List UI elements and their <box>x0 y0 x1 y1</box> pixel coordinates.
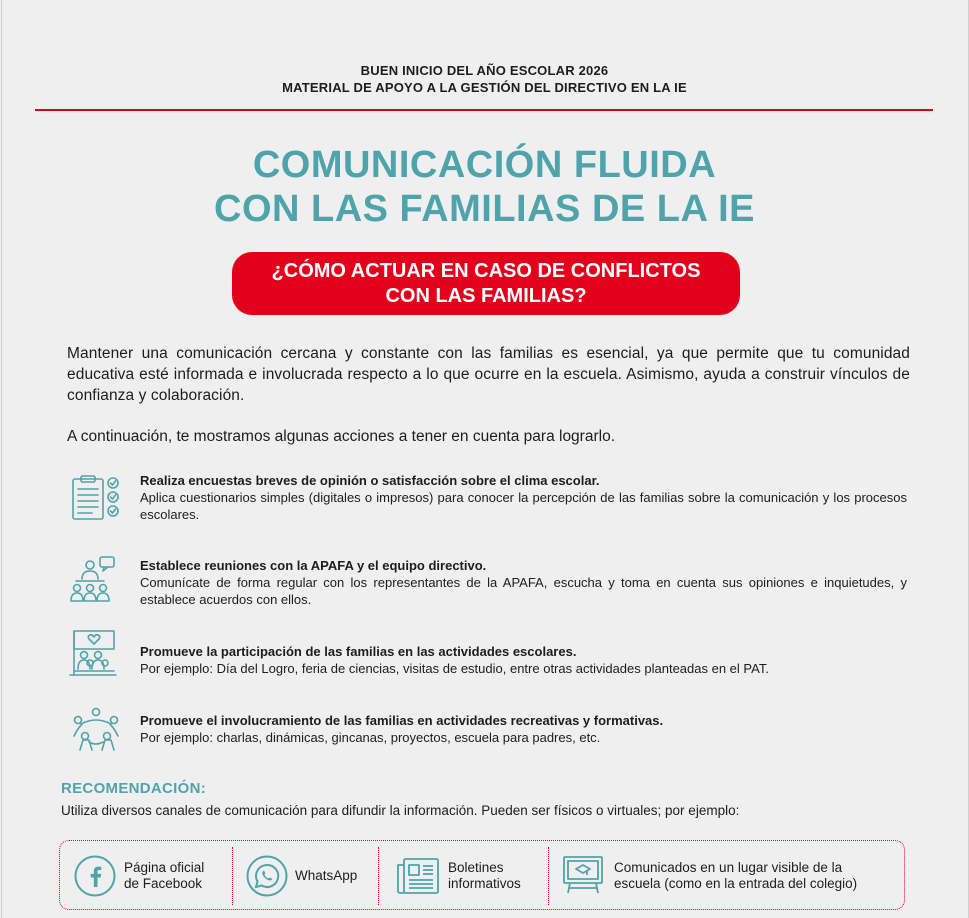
action-description: Aplica cuestionarios simples (digitales o impresos) para conocer la percepción de las familias sobre la comunicación y los procesos escolares. <box>140 490 907 522</box>
channel-label: Comunicados en un lugar visible de la escuela (como en la entrada del colegio) <box>614 860 858 891</box>
facebook-icon <box>74 855 116 897</box>
action-title: Establece reuniones con la APAFA y el equipo directivo. <box>140 558 487 573</box>
title-line-1: COMUNICACIÓN FLUIDA <box>252 144 717 186</box>
header-line-1: BUEN INICIO DEL AÑO ESCOLAR 2026 <box>360 63 609 78</box>
meeting-group-icon <box>68 555 124 605</box>
recommendation-text: Utiliza diversos canales de comunicación para difundir la información. Pueden ser físicos o virtuales; por ejemplo: <box>61 803 740 818</box>
action-title: Promueve el involucramiento de las familias en actividades recreativas y formativas. <box>140 713 664 728</box>
newsletter-icon <box>396 857 440 895</box>
action-item <box>140 557 907 608</box>
school-families-icon <box>68 629 124 679</box>
subtitle-banner <box>232 252 740 315</box>
channel-notice-board <box>548 841 904 911</box>
action-item <box>140 643 907 677</box>
document-header <box>0 62 969 96</box>
action-title: Realiza encuestas breves de opinión o satisfacción sobre el clima escolar. <box>140 473 600 488</box>
action-title: Promueve la participación de las familias en las actividades escolares. <box>140 644 577 659</box>
channel-whatsapp <box>232 841 378 911</box>
whatsapp-icon <box>246 855 288 897</box>
intro-paragraph: Mantener una comunicación cercana y constante con las familias es esencial, ya que permite que tu comunidad educativa esté informada e involucrada respecto a lo que ocurre en la escuela. Asimismo, ayuda a construir vínculos de confianza y colaboración. <box>67 345 910 404</box>
intro-lead-in: A continuación, te mostramos algunas acciones a tener en cuenta para lograrlo. <box>67 428 615 445</box>
channels-box <box>59 840 905 910</box>
recommendation-title: RECOMENDACIÓN: <box>61 780 207 797</box>
action-item <box>140 712 907 746</box>
action-description: Comunícate de forma regular con los representantes de la APAFA, escucha y toma en cuenta sus opiniones e inquietudes, y establece acuerdos con ellos. <box>140 575 907 607</box>
action-description: Por ejemplo: charlas, dinámicas, gincanas, proyectos, escuela para padres, etc. <box>140 730 601 745</box>
channel-label: Boletines informativos <box>448 860 521 891</box>
survey-checklist-icon <box>68 473 124 523</box>
action-description: Por ejemplo: Día del Logro, feria de ciencias, visitas de estudio, entre otras actividades planteadas en el PAT. <box>140 661 769 676</box>
channel-label: WhatsApp <box>295 868 358 883</box>
action-item <box>140 472 907 523</box>
header-line-2: MATERIAL DE APOYO A LA GESTIÓN DEL DIRECTIVO EN LA IE <box>282 80 687 95</box>
channel-newsletter <box>378 841 548 911</box>
notice-board-icon <box>562 855 604 895</box>
channel-label: Página oficial de Facebook <box>124 860 205 891</box>
header-divider <box>35 109 933 111</box>
subtitle-line-2: CON LAS FAMILIAS? <box>385 285 587 307</box>
title-line-2: CON LAS FAMILIAS DE LA IE <box>214 188 755 230</box>
recreation-circle-icon <box>68 706 124 756</box>
subtitle-line-1: ¿CÓMO ACTUAR EN CASO DE CONFLICTOS <box>271 260 701 282</box>
channel-facebook <box>60 841 232 911</box>
page-title <box>0 143 969 231</box>
page-border-left <box>1 0 2 918</box>
